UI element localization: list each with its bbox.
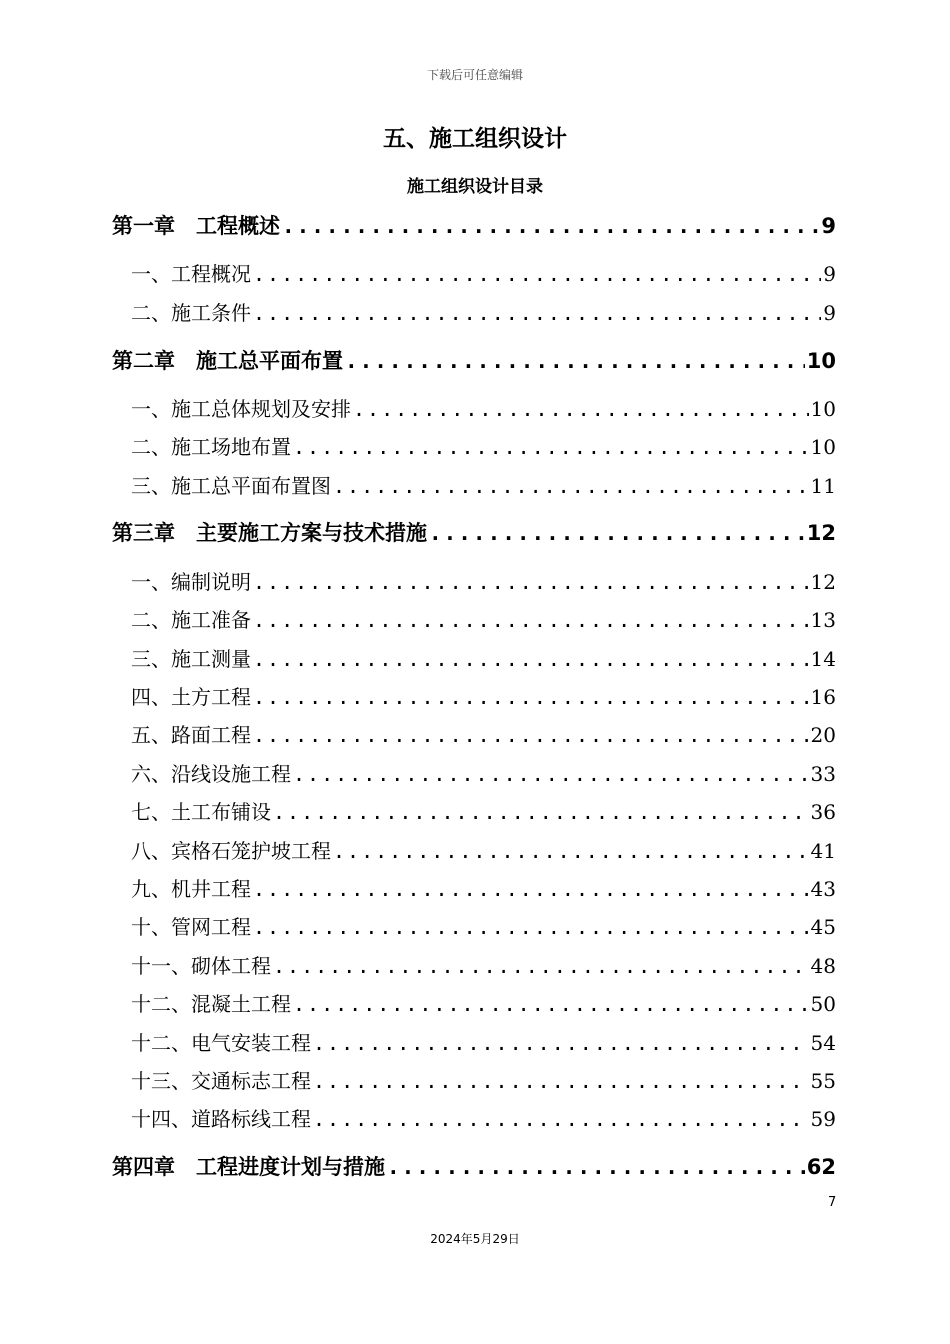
toc-section-entry[interactable]	[131, 393, 836, 422]
toc-entry-page: 54	[810, 1031, 836, 1055]
toc-leader-dots	[282, 214, 819, 238]
toc-entry-label: 六、沿线设施工程	[131, 762, 291, 786]
toc-section-entry[interactable]	[131, 758, 836, 787]
toc-section-entry[interactable]	[131, 258, 836, 287]
page-number: 7	[828, 1195, 837, 1210]
toc-leader-dots	[273, 800, 809, 824]
toc-leader-dots	[293, 435, 809, 459]
toc-entry-label: 二、施工条件	[131, 301, 251, 325]
toc-section-entry[interactable]	[131, 604, 836, 633]
toc-entry-label: 十、管网工程	[131, 915, 251, 939]
toc-entry-page: 12	[806, 521, 836, 545]
toc-entry-page: 13	[810, 608, 836, 632]
toc-entry-label: 九、机井工程	[131, 877, 251, 901]
toc-entry-label: 第一章 工程概述	[112, 214, 280, 238]
toc-leader-dots	[429, 521, 805, 545]
toc-leader-dots	[253, 915, 809, 939]
toc-section-entry[interactable]	[131, 566, 836, 595]
toc-section-entry[interactable]	[131, 950, 836, 979]
toc-leader-dots	[253, 262, 821, 286]
toc-leader-dots	[253, 685, 809, 709]
toc-leader-dots	[333, 474, 809, 498]
page-header: 下载后可任意编辑	[426, 68, 523, 82]
toc-section-entry[interactable]	[131, 1065, 836, 1094]
toc-section-entry[interactable]	[131, 835, 836, 864]
toc-leader-dots	[253, 608, 809, 632]
toc-entry-label: 四、土方工程	[131, 685, 251, 709]
toc-title: 施工组织设计目录	[407, 177, 543, 197]
toc-entry-label: 一、编制说明	[131, 570, 251, 594]
toc-leader-dots	[253, 723, 809, 747]
toc-section-entry[interactable]	[131, 988, 836, 1017]
toc-section-entry[interactable]	[131, 1027, 836, 1056]
toc-leader-dots	[253, 301, 821, 325]
toc-entry-label: 一、工程概况	[131, 262, 251, 286]
toc-entry-page: 16	[810, 685, 836, 709]
toc-entry-page: 33	[810, 762, 836, 786]
toc-entry-page: 11	[810, 474, 836, 498]
toc-entry-label: 三、施工总平面布置图	[131, 474, 331, 498]
toc-leader-dots	[293, 992, 809, 1016]
toc-section-entry[interactable]	[131, 719, 836, 748]
toc-entry-page: 41	[810, 839, 836, 863]
toc-entry-label: 第二章 施工总平面布置	[112, 349, 343, 373]
toc-chapter-entry[interactable]	[112, 345, 836, 375]
toc-entry-page: 10	[806, 349, 836, 373]
toc-entry-label: 十一、砌体工程	[131, 954, 271, 978]
toc-chapter-entry[interactable]	[112, 517, 836, 547]
toc-chapter-entry[interactable]	[112, 210, 836, 240]
toc-entry-page: 14	[810, 647, 836, 671]
toc-entry-page: 48	[810, 954, 836, 978]
toc-entry-page: 50	[810, 992, 836, 1016]
toc-section-entry[interactable]	[131, 873, 836, 902]
toc-section-entry[interactable]	[131, 796, 836, 825]
toc-entry-page: 36	[810, 800, 836, 824]
toc-leader-dots	[387, 1155, 805, 1179]
toc-entry-page: 62	[806, 1155, 836, 1179]
toc-entry-page: 45	[810, 915, 836, 939]
toc-entry-label: 十四、道路标线工程	[131, 1107, 311, 1131]
toc-section-entry[interactable]	[131, 681, 836, 710]
toc-section-entry[interactable]	[131, 643, 836, 672]
toc-entry-page: 59	[810, 1107, 836, 1131]
toc-chapter-entry[interactable]	[112, 1151, 836, 1181]
toc-section-entry[interactable]	[131, 470, 836, 499]
toc-entry-label: 十二、混凝土工程	[131, 992, 291, 1016]
toc-leader-dots	[253, 570, 809, 594]
document-title: 五、施工组织设计	[383, 126, 567, 152]
toc-entry-label: 第三章 主要施工方案与技术措施	[112, 521, 427, 545]
toc-entry-label: 七、土工布铺设	[131, 800, 271, 824]
toc-entry-label: 五、路面工程	[131, 723, 251, 747]
toc-entry-page: 20	[810, 723, 836, 747]
toc-entry-label: 八、宾格石笼护坡工程	[131, 839, 331, 863]
toc-entry-page: 9	[823, 301, 836, 325]
toc-entry-label: 十二、电气安装工程	[131, 1031, 311, 1055]
footer-date: 2024年5月29日	[430, 1232, 520, 1246]
toc-leader-dots	[313, 1069, 809, 1093]
toc-leader-dots	[353, 397, 809, 421]
toc-leader-dots	[293, 762, 809, 786]
toc-leader-dots	[345, 349, 805, 373]
toc-leader-dots	[333, 839, 809, 863]
toc-section-entry[interactable]	[131, 911, 836, 940]
toc-entry-page: 9	[821, 214, 836, 238]
toc-entry-page: 9	[823, 262, 836, 286]
toc-entry-page: 10	[810, 435, 836, 459]
toc-entry-page: 43	[810, 877, 836, 901]
toc-leader-dots	[313, 1031, 809, 1055]
toc-entry-page: 55	[810, 1069, 836, 1093]
toc-leader-dots	[273, 954, 809, 978]
toc-entry-page: 10	[810, 397, 836, 421]
toc-leader-dots	[253, 647, 809, 671]
toc-entry-label: 二、施工场地布置	[131, 435, 291, 459]
toc-entry-label: 三、施工测量	[131, 647, 251, 671]
toc-entry-label: 一、施工总体规划及安排	[131, 397, 351, 421]
toc-section-entry[interactable]	[131, 431, 836, 460]
toc-entry-label: 二、施工准备	[131, 608, 251, 632]
toc-section-entry[interactable]	[131, 297, 836, 326]
toc-section-entry[interactable]	[131, 1103, 836, 1132]
toc-entry-label: 十三、交通标志工程	[131, 1069, 311, 1093]
toc-leader-dots	[313, 1107, 809, 1131]
toc-entry-label: 第四章 工程进度计划与措施	[112, 1155, 385, 1179]
toc-entry-page: 12	[810, 570, 836, 594]
toc-leader-dots	[253, 877, 809, 901]
